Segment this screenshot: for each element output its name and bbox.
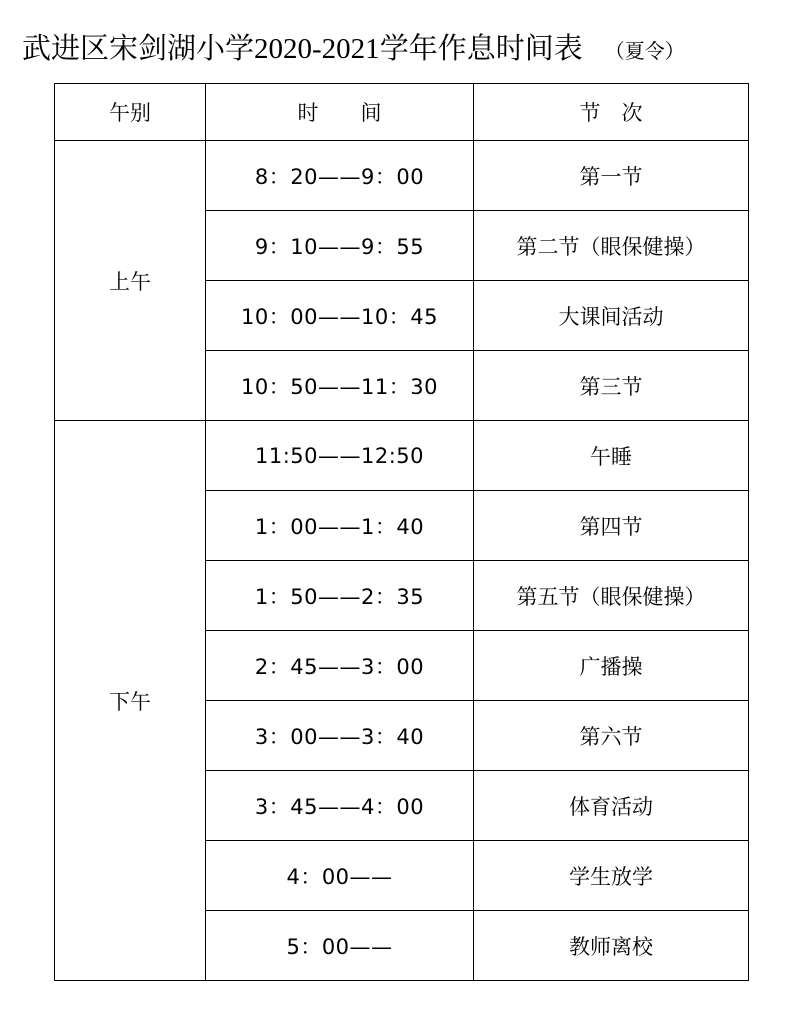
time-cell: 3：45——4：00 <box>206 771 474 841</box>
time-cell: 1：00——1：40 <box>206 491 474 561</box>
session-cell: 教师离校 <box>474 911 749 981</box>
header-time: 时 间 <box>206 84 474 141</box>
time-cell: 2：45——3：00 <box>206 631 474 701</box>
time-cell: 10：50——11：30 <box>206 351 474 421</box>
title-season: （夏令） <box>604 39 685 63</box>
session-cell: 第三节 <box>474 351 749 421</box>
time-cell: 3：00——3：40 <box>206 701 474 771</box>
schedule-table <box>54 83 749 981</box>
session-cell: 第一节 <box>474 141 749 211</box>
title-year: 2020-2021 <box>254 33 380 65</box>
page-title <box>22 26 685 70</box>
time-cell: 1：50——2：35 <box>206 561 474 631</box>
session-cell: 第二节（眼保健操） <box>474 211 749 281</box>
title-school: 武进区宋剑湖小学 <box>22 31 255 65</box>
session-cell: 学生放学 <box>474 841 749 911</box>
time-cell: 5：00—— <box>206 911 474 981</box>
time-cell: 9：10——9：55 <box>206 211 474 281</box>
table-row <box>55 421 749 491</box>
time-cell: 11:50——12:50 <box>206 421 474 491</box>
session-cell: 体育活动 <box>474 771 749 841</box>
time-cell: 10：00——10：45 <box>206 281 474 351</box>
header-period: 午别 <box>55 84 206 141</box>
header-row <box>55 84 749 141</box>
session-cell: 第六节 <box>474 701 749 771</box>
session-cell: 大课间活动 <box>474 281 749 351</box>
period-afternoon: 下午 <box>55 421 206 981</box>
session-cell: 午睡 <box>474 421 749 491</box>
header-session: 节 次 <box>474 84 749 141</box>
time-cell: 8：20——9：00 <box>206 141 474 211</box>
session-cell: 广播操 <box>474 631 749 701</box>
table-row <box>55 141 749 211</box>
time-cell: 4：00—— <box>206 841 474 911</box>
title-name: 学年作息时间表 <box>379 31 583 65</box>
session-cell: 第五节（眼保健操） <box>474 561 749 631</box>
period-morning: 上午 <box>55 141 206 421</box>
session-cell: 第四节 <box>474 491 749 561</box>
